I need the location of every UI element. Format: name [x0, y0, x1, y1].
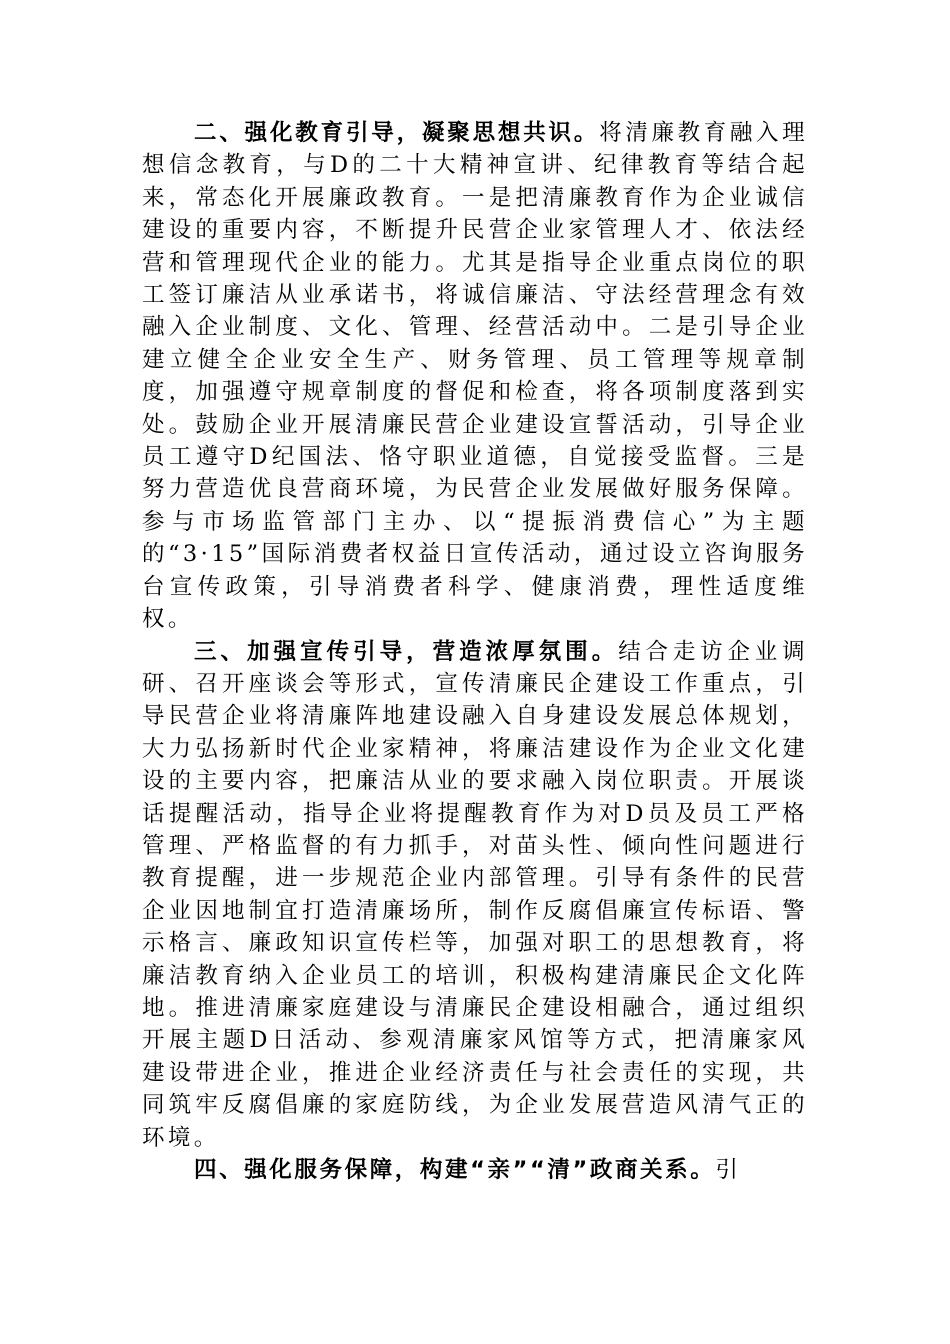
paragraph-publicity [142, 636, 808, 1155]
paragraph-service [142, 1154, 808, 1186]
paragraph-body: 将清廉教育融入理想信念教育，与D的二十大精神宣讲、纪律教育等结合起来，常态化开展廉政教育。一是把清廉教育作为企业诚信建设的重要内容，不断提升民营企业家管理人才、依法经营和管理现代企业的能力。尤其是指导企业重点岗位的职工签订廉洁从业承诺书，将诚信廉洁、守法经营理念有效融入企业制度、文化、管理、经营活动中。二是引导企业建立健全企业安全生产、财务管理、员工管理等规章制度，加强遵守规章制度的督促和检查，将各项制度落到实处。鼓励企业开展清廉民营企业建设宣誓活动，引导企业员工遵守D纪国法、恪守职业道德，自觉接受监督。三是努力营造优良营商环境，为民营企业发展做好服务保障。参与市场监管部门主办、以“提振消费信心”为主题的“3·15”国际消费者权益日宣传活动，通过设立咨询服务台宣传政策，引导消费者科学、健康消费，理性适度维权。 [142, 120, 808, 633]
paragraph-heading: 三、加强宣传引导，营造浓厚氛围。 [194, 638, 619, 665]
paragraph-body: 结合走访企业调研、召开座谈会等形式，宣传清廉民企建设工作重点，引导民营企业将清廉阵地建设融入自身建设发展总体规划，大力弘扬新时代企业家精神，将廉洁建设作为企业文化建设的主要内容，把廉洁从业的要求融入岗位职责。开展谈话提醒活动，指导企业将提醒教育作为对D员及员工严格管理、严格监督的有力抓手，对苗头性、倾向性问题进行教育提醒，进一步规范企业内部管理。引导有条件的民营企业因地制宜打造清廉场所，制作反腐倡廉宣传标语、警示格言、廉政知识宣传栏等，加强对职工的思想教育，将廉洁教育纳入企业员工的培训，积极构建清廉民企文化阵地。推进清廉家庭建设与清廉民企建设相融合，通过组织开展主题D日活动、参观清廉家风馆等方式，把清廉家风建设带进企业，推进企业经济责任与社会责任的实现，共同筑牢反腐倡廉的家庭防线，为企业发展营造风清气正的环境。 [142, 638, 808, 1151]
paragraph-body: 引 [715, 1157, 742, 1183]
paragraph-heading: 二、强化教育引导，凝聚思想共识。 [194, 120, 600, 146]
paragraph-heading: 四、强化服务保障，构建“亲”“清”政商关系。 [194, 1157, 716, 1183]
paragraph-education [142, 117, 808, 636]
document-page [142, 117, 808, 1186]
